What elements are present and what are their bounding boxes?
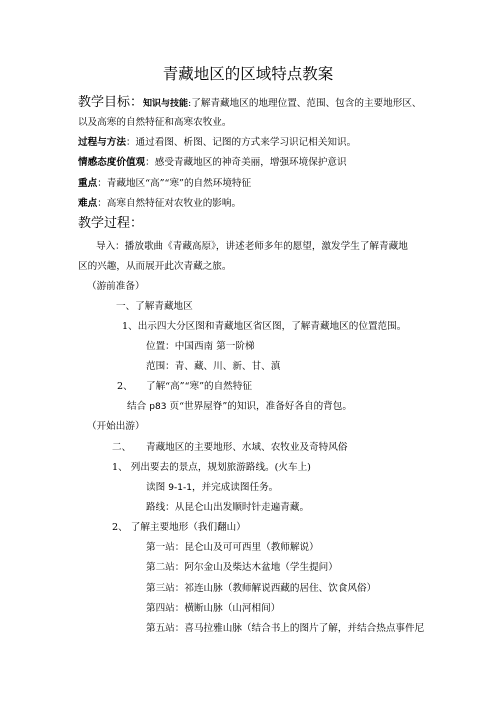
- item-two-number: 2、: [117, 381, 133, 392]
- emotion-line: [78, 156, 347, 169]
- prep-label: （游前准备）: [87, 281, 145, 292]
- figure-reference: 9-1-1: [168, 483, 192, 493]
- detail-prefix: 结合: [127, 401, 150, 412]
- read-suffix: ，并完成读图任务。: [191, 482, 279, 493]
- part-two-number: 二、: [112, 442, 132, 453]
- process-heading: 教学过程：: [78, 216, 144, 231]
- skills-text-cont: 以及高寒的自然特征和高寒农牧业。: [78, 117, 232, 128]
- key-point-line: [78, 177, 251, 190]
- key-point-label: 重点: [78, 178, 98, 189]
- start-label: （开始出游）: [87, 421, 145, 432]
- step-one: 1、 列出要去的景点，规划旅游路线。(火车上): [112, 462, 311, 473]
- location-line: 位置：中国西南 第一阶梯: [146, 341, 255, 352]
- step-one-read: [146, 481, 278, 495]
- item-two-detail: [127, 400, 352, 414]
- stop-line: 第二站：阿尔金山及柴达木盆地（学生提问）: [146, 562, 338, 573]
- intro-line-2: 区的兴趣，从而展开此次青藏之旅。: [78, 261, 232, 272]
- item-two-text: 了解“高”“寒”的自然特征: [146, 381, 252, 392]
- difficult-point-label: 难点: [78, 198, 98, 209]
- part-two-heading: 青藏地区的主要地形、水域、农牧业及奇特风俗: [146, 442, 348, 453]
- stop-line: 第一站：昆仑山及可可西里（教师解说）: [146, 542, 319, 553]
- range-line: 范围：青、藏、川、新、甘、滇: [146, 361, 281, 372]
- intro-line-1: 导入：播放歌曲《青藏高原》，讲述老师多年的愿望，激发学生了解青藏地: [96, 241, 408, 252]
- method-text: ：通过看图、析图、记图的方式来学习识记相关知识。: [125, 137, 357, 148]
- method-line: [78, 136, 356, 149]
- method-label: 过程与方法: [78, 137, 126, 148]
- emotion-text: ：感受青藏地区的神奇美丽，增强环境保护意识: [145, 157, 347, 168]
- emotion-label: 情感态度价值观: [78, 157, 146, 168]
- route-line: 路线：从昆仑山出发顺时针走遍青藏。: [146, 502, 310, 513]
- stop-line: 第三站：祁连山脉（教师解说西藏的居住、饮食风俗）: [146, 583, 377, 594]
- skills-text: :了解青藏地区的地理位置、范围、包含的主要地形区、: [188, 98, 422, 109]
- objectives-line: [78, 95, 422, 111]
- item-one: 1、出示四大分区图和青藏地区省区图，了解青藏地区的位置范围。: [122, 321, 407, 332]
- objectives-heading: 教学目标：: [78, 95, 144, 110]
- part-one-heading: 一、了解青藏地区: [116, 301, 193, 312]
- stop-line: 第四站：横断山脉（山河相间）: [146, 603, 281, 614]
- difficult-point-line: [78, 197, 241, 210]
- step-two: 2、 了解主要地形（我们翻山）: [112, 522, 246, 533]
- stop-line: 第五站：喜马拉雅山脉（结合书上的图片了解，并结合热点事件尼: [146, 623, 425, 634]
- skills-label: 知识与技能: [143, 99, 189, 109]
- key-point-text: ：青藏地区“高”“寒”的自然环境特征: [97, 178, 252, 189]
- document-title: 青藏地区的区域特点教案: [162, 65, 334, 83]
- read-prefix: 读图: [146, 482, 169, 493]
- detail-suffix: 页“世界屋脊”的知识，准备好各自的背包。: [166, 401, 352, 412]
- page-reference: p83: [149, 402, 167, 412]
- difficult-point-text: ：高寒自然特征对农牧业的影响。: [97, 198, 242, 209]
